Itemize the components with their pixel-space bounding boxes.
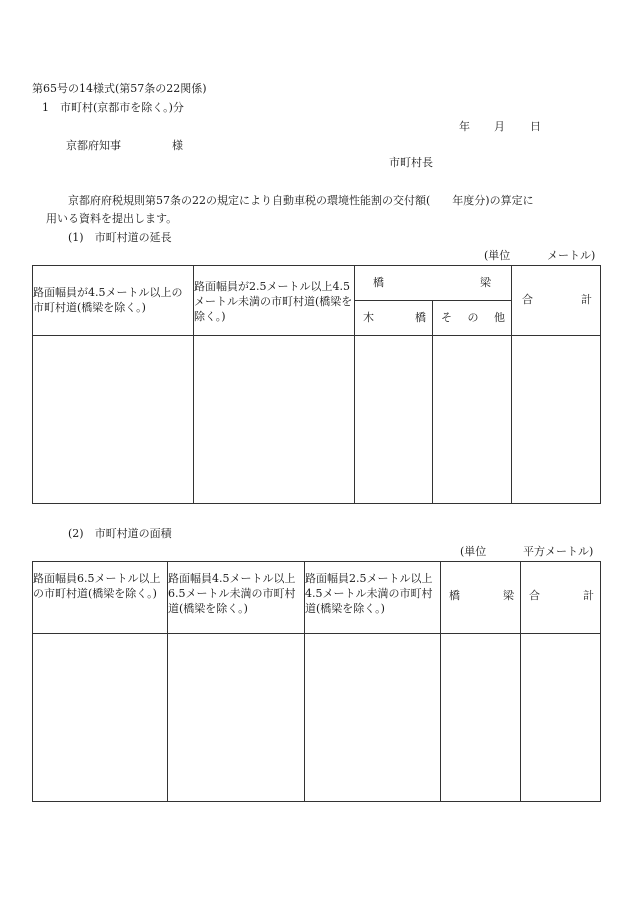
table1-header-bridge <box>355 266 512 301</box>
body-text-line-2: 用いる資料を提出します。 <box>46 212 178 225</box>
sender-title: 市町村長 <box>389 156 433 169</box>
table2-header-col3: 路面幅員2.5メートル以上4.5メートル未満の市町村道(橋梁を除く。) <box>305 562 441 634</box>
table1-bridge-char-1: 橋 <box>373 276 384 289</box>
table1-input-wood[interactable] <box>355 336 433 504</box>
table2-total-char-2: 計 <box>583 589 594 602</box>
table1-wood-char-1: 木 <box>363 310 374 324</box>
table1-header-other <box>433 301 512 336</box>
table2-input-col1[interactable] <box>33 634 168 802</box>
table1-header-col1: 路面幅員が4.5メートル以上の市町村道(橋梁を除く。) <box>33 266 194 336</box>
table2-header-col1: 路面幅員6.5メートル以上の市町村道(橋梁を除く。) <box>33 562 168 634</box>
date-month-label: 月 <box>494 120 505 133</box>
table1-wood-char-2: 橋 <box>415 310 426 324</box>
table1-header-col2: 路面幅員が2.5メートル以上4.5メートル未満の市町村道(橋梁を除く。) <box>194 266 355 336</box>
table1-input-col2[interactable] <box>194 336 355 504</box>
table1-input-col1[interactable] <box>33 336 194 504</box>
table2-header-total <box>521 562 601 634</box>
table1-input-other[interactable] <box>433 336 512 504</box>
table2-header-col2: 路面幅員4.5メートル以上6.5メートル未満の市町村道(橋梁を除く。) <box>168 562 305 634</box>
body-text-line-1: 京都府府税規則第57条の22の規定により自動車税の環境性能割の交付額( 年度分)の算定に <box>68 194 534 207</box>
table1-other-char-2: の <box>467 310 479 324</box>
road-area-table <box>32 561 601 802</box>
table1-unit-label: (単位 <box>484 249 511 262</box>
table1-header-total <box>512 266 601 336</box>
table2-unit-label: (単位 <box>460 545 487 558</box>
table2-input-col2[interactable] <box>168 634 305 802</box>
table1-total-char-1: 合 <box>522 293 533 307</box>
table2-input-col3[interactable] <box>305 634 441 802</box>
section-heading: 1 市町村(京都市を除く。)分 <box>42 101 184 114</box>
table2-total-char-1: 合 <box>529 589 540 602</box>
table1-bridge-char-2: 梁 <box>480 276 491 289</box>
table1-total-char-2: 計 <box>581 293 592 307</box>
table1-other-char-1: そ <box>441 310 452 324</box>
table2-bridge-char-2: 梁 <box>503 589 514 602</box>
honorific: 様 <box>172 139 183 152</box>
table2-unit-value: 平方メートル) <box>523 545 594 558</box>
table2-title: (2) 市町村道の面積 <box>68 527 172 540</box>
form-number: 第65号の14様式(第57条の22関係) <box>32 82 207 95</box>
table1-other-char-3: 他 <box>494 310 505 324</box>
table1-unit-value: メートル) <box>547 249 596 262</box>
date-day-label: 日 <box>530 120 541 133</box>
date-year-label: 年 <box>459 120 470 133</box>
table1-header-wood <box>355 301 433 336</box>
addressee: 京都府知事 <box>66 139 121 152</box>
table2-input-bridge[interactable] <box>441 634 521 802</box>
table2-input-total[interactable] <box>521 634 601 802</box>
table1-input-total[interactable] <box>512 336 601 504</box>
table2-bridge-char-1: 橋 <box>449 589 460 602</box>
table2-header-bridge <box>441 562 521 634</box>
road-length-table <box>32 265 601 504</box>
table1-title: (1) 市町村道の延長 <box>68 231 172 244</box>
